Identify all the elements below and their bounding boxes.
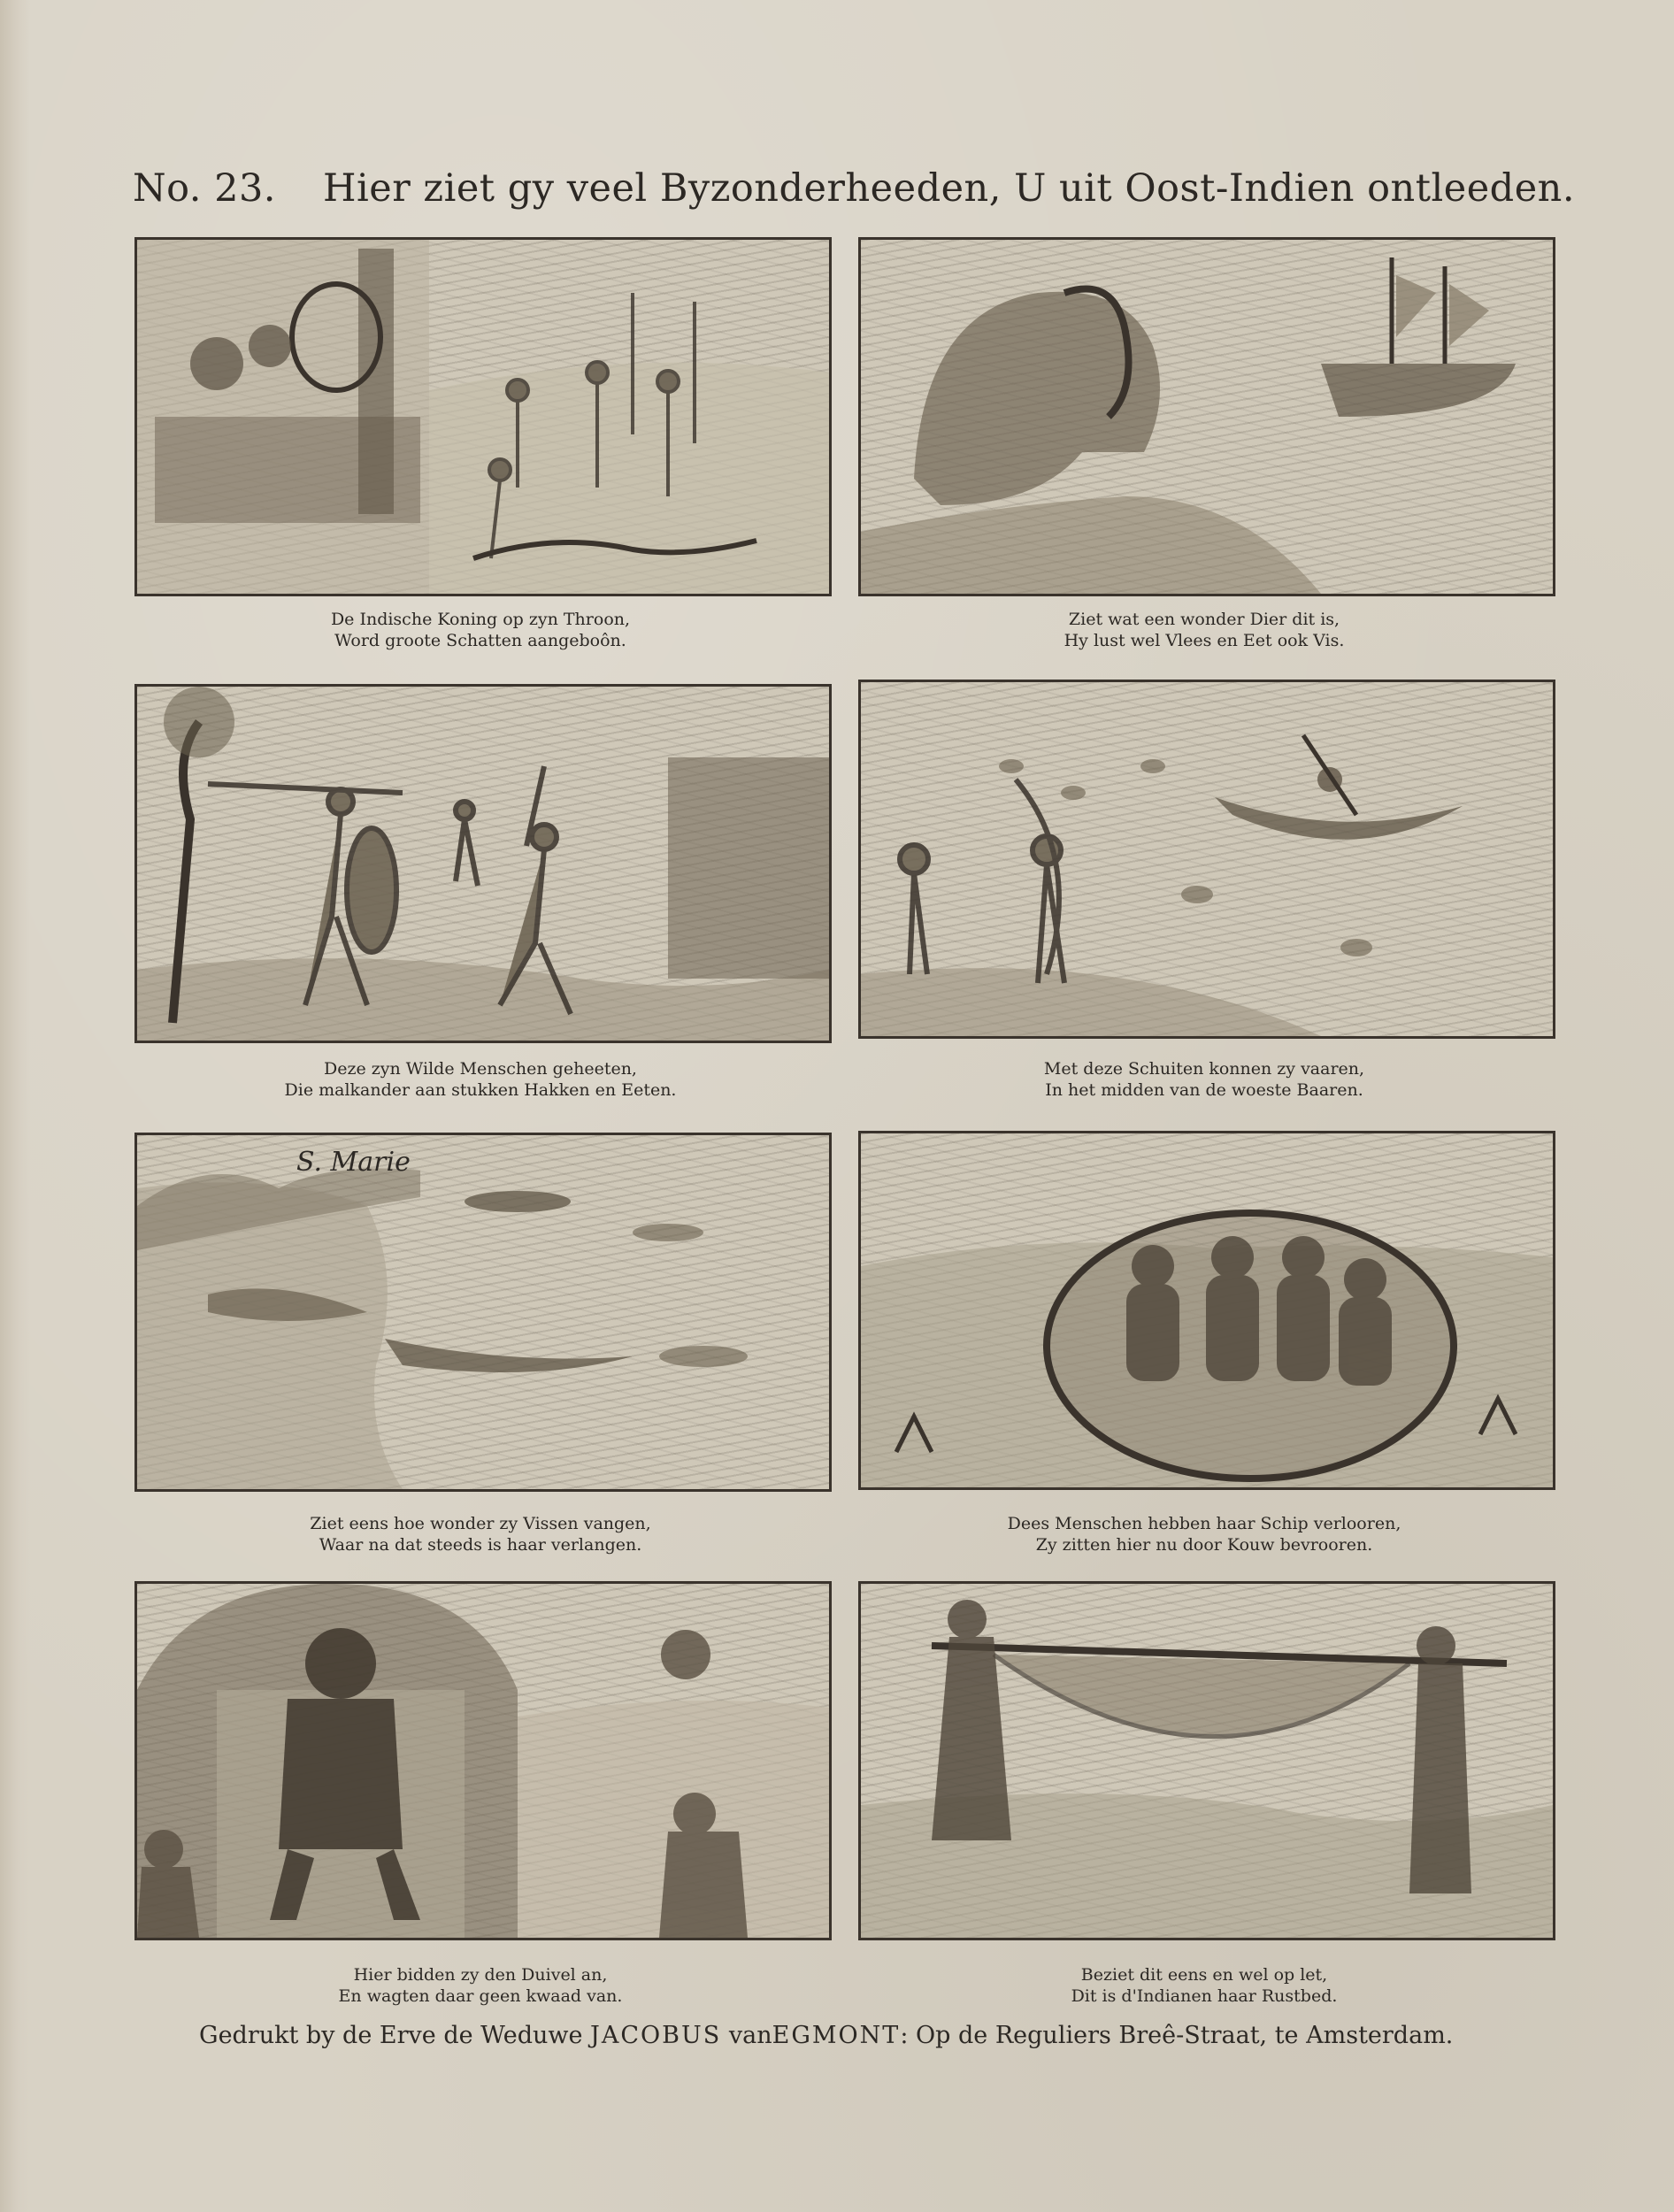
woodcut-savages-fighting xyxy=(134,684,832,1043)
imprint-address: : Op de Reguliers Breê-Straat, te Amsterdam. xyxy=(900,2022,1454,2049)
caption-savages-fighting xyxy=(134,1058,826,1101)
caption-boats-at-sea xyxy=(858,1058,1550,1101)
caption-line: Beziet dit eens en wel op let, xyxy=(1080,1965,1328,1985)
caption-line: De Indische Koning op zyn Throon, xyxy=(330,610,631,629)
imprint-printer-family: EGMONT xyxy=(772,2022,901,2049)
caption-line: Hier bidden zy den Duivel an, xyxy=(353,1965,608,1985)
caption-wonder-beast xyxy=(858,609,1550,651)
woodcut-wonder-beast xyxy=(858,237,1555,596)
caption-king-on-throne xyxy=(134,609,826,651)
fishing-illustration xyxy=(137,1135,829,1489)
sheet-number: No. 23. xyxy=(133,166,276,211)
printer-imprint xyxy=(199,2022,1526,2049)
imprint-printer-van: van xyxy=(728,2022,772,2049)
woodcut-king-on-throne xyxy=(134,237,832,596)
woodcut-fishing-s-marie xyxy=(134,1133,832,1492)
woodcut-devil-worship xyxy=(134,1581,832,1940)
woodcut-frozen-travellers xyxy=(858,1131,1555,1490)
caption-line: Word groote Schatten aangeboôn. xyxy=(334,631,626,650)
caption-hammock xyxy=(858,1964,1550,2007)
savages-fighting-illustration xyxy=(137,687,829,1041)
frozen-travellers-illustration xyxy=(861,1133,1553,1487)
caption-line: Waar na dat steeds is haar verlangen. xyxy=(319,1535,642,1555)
caption-line: In het midden van de woeste Baaren. xyxy=(1045,1080,1363,1100)
devil-worship-illustration xyxy=(137,1584,829,1938)
king-throne-illustration xyxy=(137,240,829,594)
caption-line: Deze zyn Wilde Menschen geheeten, xyxy=(324,1059,637,1079)
imprint-prefix: Gedrukt by de Erve de Weduwe xyxy=(199,2022,583,2049)
boats-at-sea-illustration xyxy=(861,682,1553,1036)
sheet-title: Hier ziet gy veel Byzonderheeden, U uit Oost-Indien ontleeden. xyxy=(323,166,1575,211)
caption-fishing xyxy=(134,1513,826,1555)
caption-line: Hy lust wel Vlees en Eet ook Vis. xyxy=(1064,631,1345,650)
woodcut-boats-at-sea xyxy=(858,680,1555,1039)
woodcut-hammock xyxy=(858,1581,1555,1940)
caption-line: Zy zitten hier nu door Kouw bevrooren. xyxy=(1035,1535,1373,1555)
caption-line: Dees Menschen hebben haar Schip verlooren, xyxy=(1007,1514,1401,1533)
caption-line: Die malkander aan stukken Hakken en Eeten. xyxy=(284,1080,677,1100)
wonder-beast-illustration xyxy=(861,240,1553,594)
sheet-header xyxy=(133,166,1575,219)
hammock-illustration xyxy=(861,1584,1553,1938)
map-inscription: S. Marie xyxy=(296,1147,411,1178)
caption-line: Dit is d'Indianen haar Rustbed. xyxy=(1071,1986,1338,2006)
caption-line: Ziet eens hoe wonder zy Vissen vangen, xyxy=(310,1514,651,1533)
paper-edge xyxy=(0,0,30,2212)
caption-line: En wagten daar geen kwaad van. xyxy=(338,1986,623,2006)
caption-line: Ziet wat een wonder Dier dit is, xyxy=(1068,610,1340,629)
caption-devil-worship xyxy=(134,1964,826,2007)
caption-frozen-travellers xyxy=(858,1513,1550,1555)
caption-line: Met deze Schuiten konnen zy vaaren, xyxy=(1043,1059,1365,1079)
imprint-printer-given: JACOBUS xyxy=(590,2022,722,2049)
